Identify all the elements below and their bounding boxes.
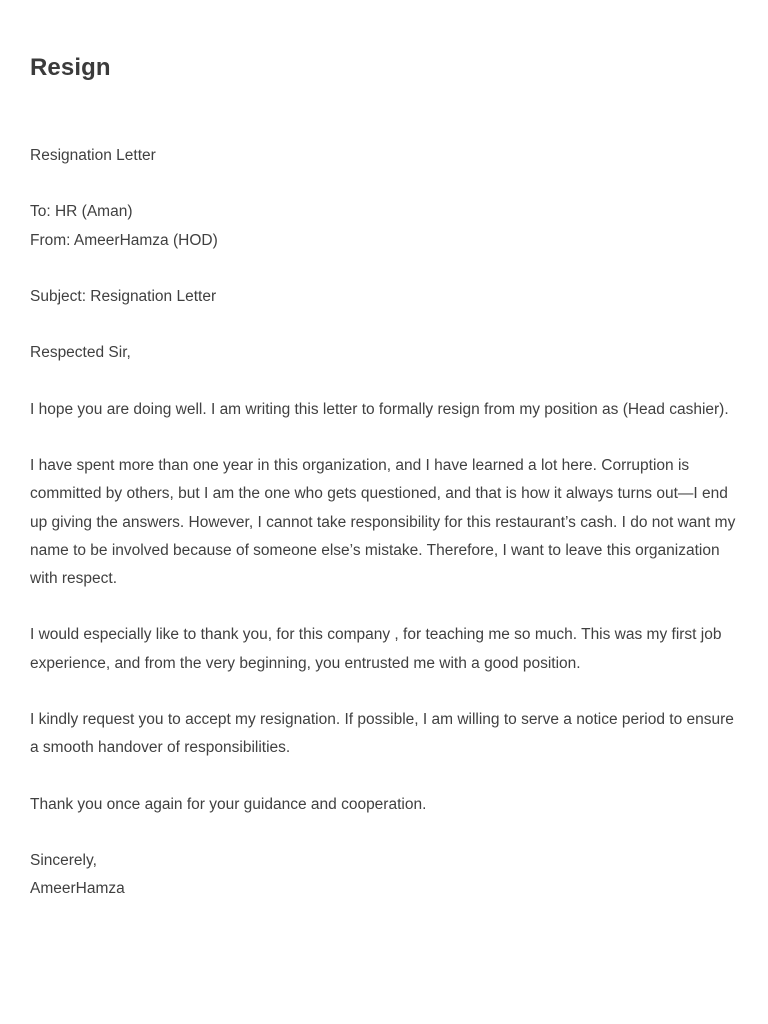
address-block [30,198,738,254]
paragraph-intro: I hope you are doing well. I am writing this letter to formally resign from my position as (Head cashier). [30,400,729,418]
letter-heading: Resignation Letter [30,147,156,164]
signature-name: AmeerHamza [30,880,125,898]
signature-block [30,847,738,903]
note-body[interactable] [30,142,738,903]
closing-line: Sincerely, [30,851,97,869]
paragraph-request: I kindly request you to accept my resignation. If possible, I am willing to serve a notice period to ensure a smooth handover of responsibilities. [30,710,734,757]
sender-line: From: AmeerHamza (HOD) [30,231,218,249]
paragraph-closing-thanks: Thank you once again for your guidance and cooperation. [30,795,427,813]
salutation: Respected Sir, [30,344,131,362]
paragraph-reason: I have spent more than one year in this organization, and I have learned a lot here. Corruption is committed by others, but I am the one who gets questioned, and that is how it always turns out—I end up giving the answers. However, I cannot take responsibility for this restaurant’s cash. I do not want my name to be involved because of someone else’s mistake. Therefore, I want to leave this organization with respect. [30,457,736,587]
subject-line: Subject: Resignation Letter [30,287,217,305]
note-title[interactable]: Resign [30,54,111,81]
paragraph-thanks: I would especially like to thank you, for this company , for teaching me so much. This was my first job experience, and from the very beginning, you entrusted me with a good position. [30,626,722,672]
recipient-line: To: HR (Aman) [30,203,133,221]
